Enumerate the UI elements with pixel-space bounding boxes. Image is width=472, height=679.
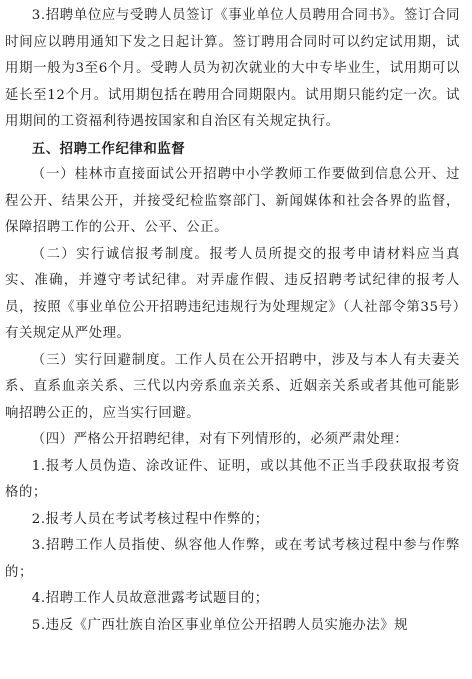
paragraph-recusal: （三）实行回避制度。工作人员在公开招聘中，涉及与本人有夫妻关系、直系血亲关系、三代以内旁系血亲关系、近姻亲关系或者其他可能影响招聘公正的，应当实行回避。	[5, 352, 460, 421]
list-item-3: 3.招聘工作人员指使、纵容他人作弊，或在考试考核过程中参与作弊的；	[5, 538, 460, 580]
paragraph-integrity: （二）实行诚信报考制度。报考人员所提交的报考申请材料应当真实、准确，并遵守考试纪律。对弄虚作假、违反招聘考试纪律的报考人员，按照《事业单位公开招聘违纪违规行为处理规定》（人社部令第35号）有关规定从严处理。	[5, 246, 460, 341]
paragraph-strict-discipline: （四）严格公开招聘纪律，对有下列情形的，必须严肃处理：	[31, 432, 409, 447]
paragraph-contract-probation: 3.招聘单位应与受聘人员签订《事业单位人员聘用合同书》。签订合同时间应以聘用通知下发之日起计算。签订聘用合同时可以约定试用期，试用期一般为3至6个月。受聘人员为初次就业的大中专毕业生，试用期可以延长至12个月。试用期包括在聘用合同期限内。试用期只能约定一次。试用期间的工资福利待遇按国家和自治区有关规定执行。	[5, 8, 460, 129]
list-item-5: 5.违反《广西壮族自治区事业单位公开招聘人员实施办法》规	[31, 617, 409, 633]
paragraph-openness: （一）桂林市直接面试公开招聘中小学教师工作要做到信息公开、过程公开、结果公开，并接受纪检监察部门、新闻媒体和社会各界的监督，保障招聘工作的公开、公平、公正。	[5, 167, 460, 235]
list-item-1: 1.报考人员伪造、涂改证件、证明，或以其他不正当手段获取报考资格的；	[5, 458, 460, 500]
section-heading-discipline: 五、招聘工作纪律和监督	[31, 140, 186, 157]
list-item-4: 4.招聘工作人员故意泄露考试题目的；	[31, 591, 269, 606]
list-item-2: 2.报考人员在考试考核过程中作弊的；	[31, 511, 269, 527]
